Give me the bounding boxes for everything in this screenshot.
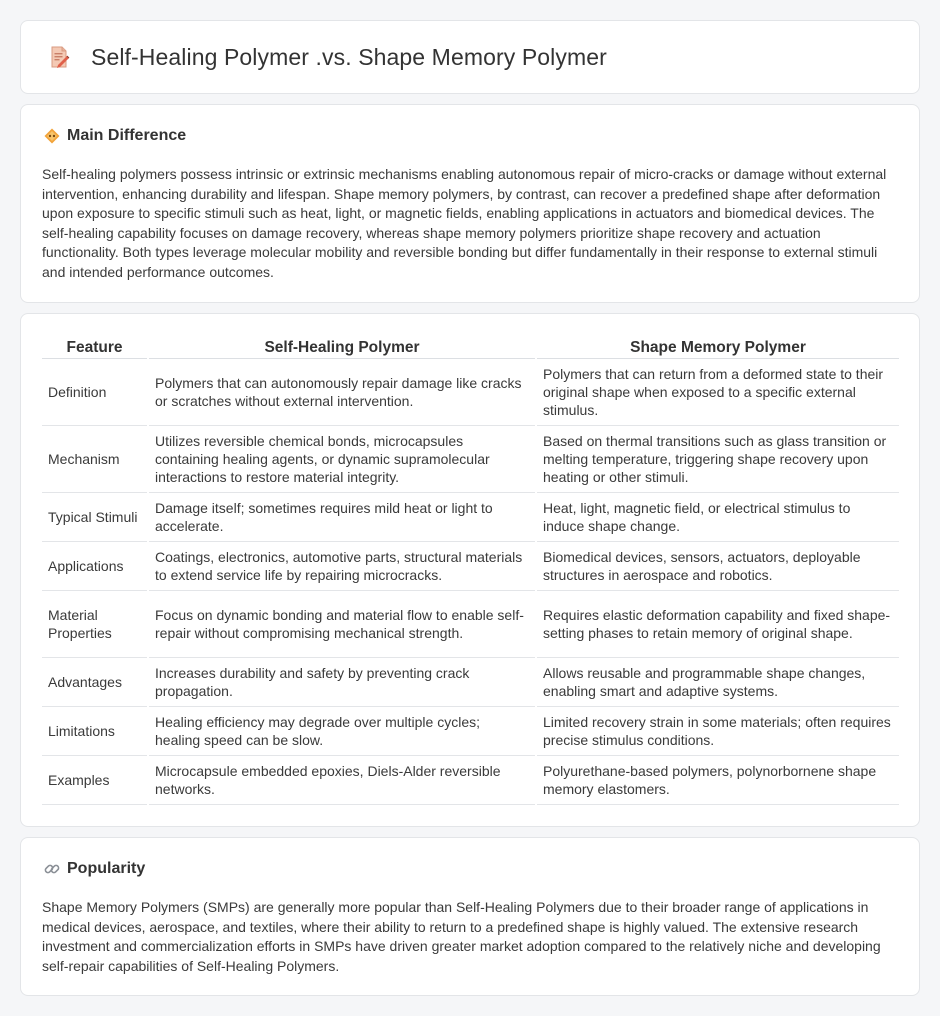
comparison-table	[42, 334, 899, 805]
header-self-healing: Self-Healing Polymer	[148, 334, 536, 358]
main-difference-heading: Main Difference	[67, 127, 187, 144]
feature-cell: Limitations	[42, 706, 148, 755]
shape-memory-cell: Polymers that can return from a deformed state to their original shape when exposed to a specific external stimulus.	[536, 358, 899, 425]
header-feature: Feature	[42, 334, 148, 358]
table-row	[42, 590, 899, 657]
main-difference-card	[20, 104, 920, 303]
feature-cell: Typical Stimuli	[42, 492, 148, 541]
self-healing-cell: Utilizes reversible chemical bonds, microcapsules containing healing agents, or dynamic supramolecular interactions to restore material integrity.	[148, 425, 536, 492]
table-row	[42, 492, 899, 541]
shape-memory-cell: Allows reusable and programmable shape changes, enabling smart and adaptive systems.	[536, 657, 899, 706]
feature-cell: Definition	[42, 358, 148, 425]
shape-memory-cell: Requires elastic deformation capability and fixed shape-setting phases to retain memory of original shape.	[536, 590, 899, 657]
popularity-heading: Popularity	[67, 860, 146, 877]
shape-memory-cell: Limited recovery strain in some materials; often requires precise stimulus conditions.	[536, 706, 899, 755]
popularity-card	[20, 837, 920, 996]
self-healing-cell: Damage itself; sometimes requires mild heat or light to accelerate.	[148, 492, 536, 541]
shape-memory-cell: Biomedical devices, sensors, actuators, deployable structures in aerospace and robotics.	[536, 541, 899, 590]
title-card	[20, 20, 920, 94]
popularity-header	[43, 860, 145, 878]
feature-cell: Material Properties	[42, 590, 148, 657]
feature-cell: Advantages	[42, 657, 148, 706]
self-healing-cell: Microcapsule embedded epoxies, Diels-Alder reversible networks.	[148, 755, 536, 804]
shape-memory-cell: Heat, light, magnetic field, or electrical stimulus to induce shape change.	[536, 492, 899, 541]
table-row	[42, 358, 899, 425]
main-difference-text: Self-healing polymers possess intrinsic or extrinsic mechanisms enabling autonomous repair of micro-cracks or damage without external intervention, enhancing durability and lifespan. Shape memory polymers, by contrast, can recover a predefined shape after deformation upon exposure to specific stimuli such as heat, light, or magnetic fields, enabling applications in actuators and biomedical devices. The self-healing capability focuses on damage recovery, whereas shape memory polymers prioritize shape recovery and actuation functionality. Both types leverage molecular mobility and reversible bonding but differ fundamentally in their response to external stimuli and intended performance outcomes.	[42, 166, 887, 280]
shape-memory-cell: Based on thermal transitions such as glass transition or melting temperature, triggering shape recovery upon heating or other stimuli.	[536, 425, 899, 492]
self-healing-cell: Polymers that can autonomously repair damage like cracks or scratches without external intervention.	[148, 358, 536, 425]
feature-cell: Applications	[42, 541, 148, 590]
feature-cell: Mechanism	[42, 425, 148, 492]
self-healing-cell: Coatings, electronics, automotive parts, structural materials to extend service life by repairing microcracks.	[148, 541, 536, 590]
header-shape-memory: Shape Memory Polymer	[536, 334, 899, 358]
popularity-text: Shape Memory Polymers (SMPs) are generally more popular than Self-Healing Polymers due to their broader range of applications in medical devices, aerospace, and textiles, where their ability to return to a predefined shape is highly valued. The extensive research investment and commercialization efforts in SMPs have driven greater market adoption compared to the relatively niche and developing self-repair capabilities of Self-Healing Polymers.	[42, 899, 881, 974]
link-icon	[43, 860, 61, 878]
table-row	[42, 755, 899, 804]
table-row	[42, 706, 899, 755]
self-healing-cell: Focus on dynamic bonding and material flow to enable self-repair without compromising mechanical strength.	[148, 590, 536, 657]
page-title: Self-Healing Polymer .vs. Shape Memory Polymer	[91, 43, 607, 70]
diamond-icon	[43, 127, 61, 145]
table-header-row	[42, 334, 899, 358]
comparison-card	[20, 313, 920, 827]
table-row	[42, 541, 899, 590]
self-healing-cell: Increases durability and safety by preventing crack propagation.	[148, 657, 536, 706]
table-row	[42, 425, 899, 492]
feature-cell: Examples	[42, 755, 148, 804]
table-row	[42, 657, 899, 706]
shape-memory-cell: Polyurethane-based polymers, polynorbornene shape memory elastomers.	[536, 755, 899, 804]
document-pen-icon	[47, 45, 71, 69]
self-healing-cell: Healing efficiency may degrade over multiple cycles; healing speed can be slow.	[148, 706, 536, 755]
main-difference-header	[43, 127, 186, 145]
